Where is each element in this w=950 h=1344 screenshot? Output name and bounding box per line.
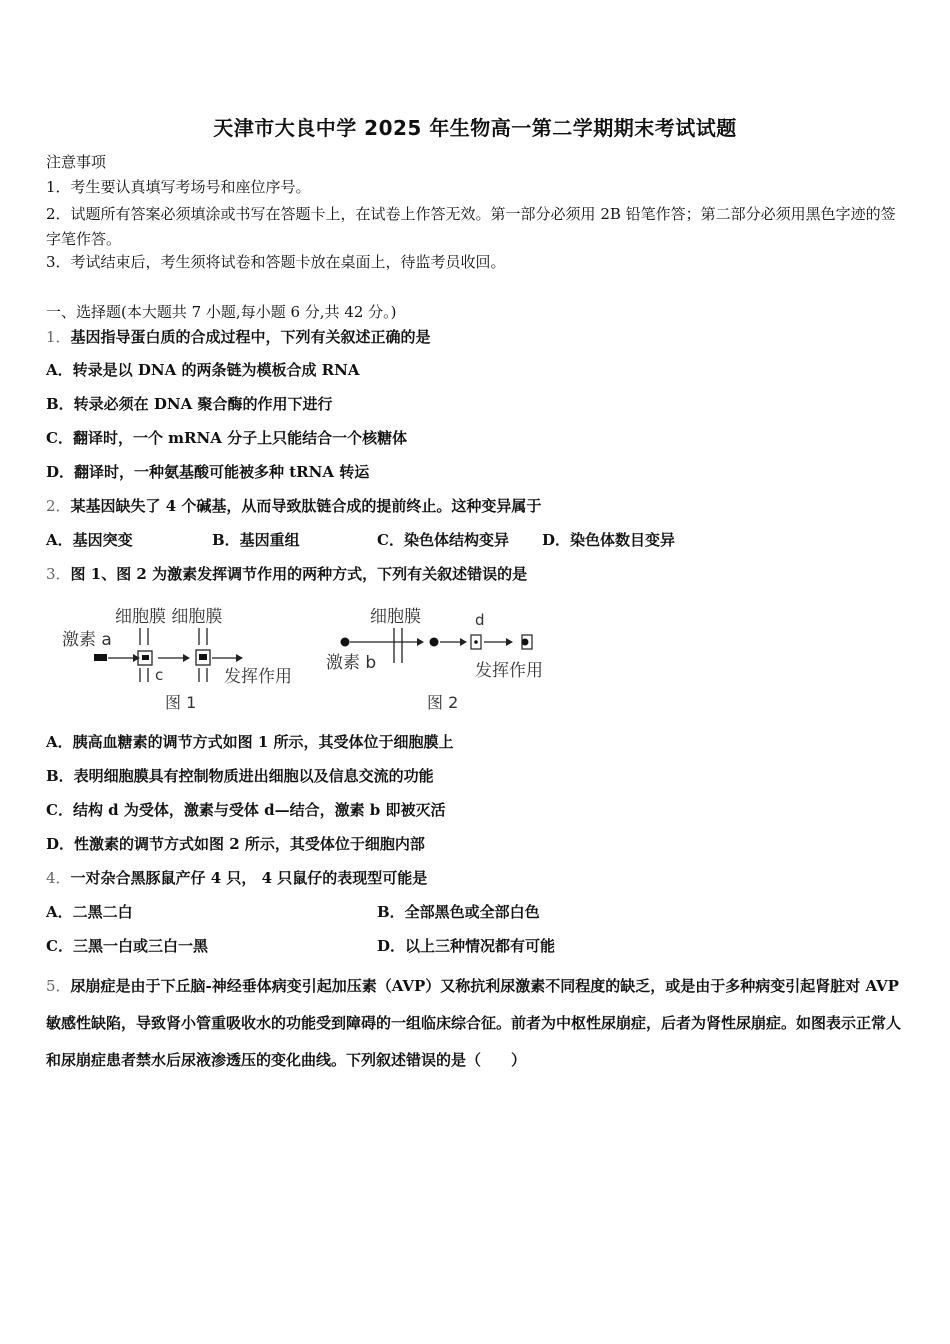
fig2-effect-label: 发挥作用	[475, 661, 543, 681]
arrow-head-icon	[460, 638, 467, 646]
hormone-b-icon	[341, 638, 350, 647]
q2-option-c: C．染色体结构变异	[377, 531, 509, 549]
notice-heading: 注意事项	[46, 153, 107, 171]
q1-option-c: C．翻译时，一个 mRNA 分子上只能结合一个核糖体	[46, 429, 408, 447]
q4-option-d: D．以上三种情况都有可能	[377, 937, 556, 955]
question-4	[46, 868, 427, 888]
question-number: 4．	[46, 869, 71, 887]
notice-item-2: 2．试题所有答案必须填涂或书写在答题卡上，在试卷上作答无效。第一部分必须用 2B 铅笔作答；第二部分必须用黑色字迹的签字笔作答。	[46, 205, 896, 248]
question-number: 3．	[46, 565, 71, 583]
question-5	[46, 968, 906, 1079]
question-stem: 某基因缺失了 4 个碱基，从而导致肽链合成的提前终止。这种变异属于	[70, 497, 542, 515]
q2-option-d: D．染色体数目变异	[542, 531, 676, 549]
q2-option-a: A．基因突变	[46, 531, 133, 549]
fig1-membrane-label: 细胞膜 细胞膜	[115, 607, 223, 627]
notice-item-3: 3．考试结束后，考生须将试卷和答题卡放在桌面上，待监考员收回。	[46, 253, 506, 271]
notice-item-1: 1．考生要认真填写考场号和座位序号。	[46, 178, 311, 196]
question-stem: 尿崩症是由于下丘脑-神经垂体病变引起加压素（AVP）又称抗利尿激素不同程度的缺乏，或是由于多种病变引起肾脏对 AVP 敏感性缺陷，导致肾小管重吸收水的功能受到障碍的一组临床综合征。前者为中枢性尿崩症，后者为肾性尿崩症。如图表示正常人和尿崩症患者禁水后尿液渗透压的变化曲线。下列叙述错误的是（ ）	[46, 977, 902, 1069]
bound-hormone-icon	[199, 654, 207, 660]
question-2	[46, 496, 541, 516]
q3-option-b: B．表明细胞膜具有控制物质进出细胞以及信息交流的功能	[46, 767, 434, 785]
q3-option-d: D．性激素的调节方式如图 2 所示，其受体位于细胞内部	[46, 835, 425, 853]
question-stem: 基因指导蛋白质的合成过程中，下列有关叙述正确的是	[70, 328, 431, 346]
q4-option-b: B．全部黑色或全部白色	[377, 903, 540, 921]
fig1-caption: 图 1	[165, 693, 197, 712]
fig2-membrane-label: 细胞膜	[370, 607, 421, 627]
page-title: 天津市大良中学 2025 年生物高一第二学期期末考试试题	[213, 116, 737, 140]
fig2-d-label: d	[475, 611, 485, 629]
arrow-head-icon	[133, 654, 140, 662]
question-3	[46, 564, 527, 584]
q1-option-d: D．翻译时，一种氨基酸可能被多种 tRNA 转运	[46, 463, 370, 481]
section-heading: 一、选择题(本大题共 7 小题,每小题 6 分,共 42 分。)	[46, 303, 397, 321]
bound-hormone-icon	[522, 639, 529, 646]
question-number: 5．	[46, 977, 71, 995]
bound-hormone-icon	[474, 640, 478, 644]
hormone-figure	[60, 598, 560, 718]
q4-option-a: A．二黑二白	[46, 903, 133, 921]
fig1-hormone-label: 激素 a	[62, 630, 112, 650]
q1-option-a: A．转录是以 DNA 的两条链为模板合成 RNA	[46, 361, 360, 379]
fig2-caption: 图 2	[427, 693, 459, 712]
q3-option-a: A．胰高血糖素的调节方式如图 1 所示，其受体位于细胞膜上	[46, 733, 454, 751]
q1-option-b: B．转录必须在 DNA 聚合酶的作用下进行	[46, 395, 333, 413]
bound-hormone-icon	[142, 655, 149, 660]
hormone-b-icon	[430, 638, 439, 647]
fig2-hormone-label: 激素 b	[326, 653, 377, 673]
q4-option-c: C．三黑一白或三白一黑	[46, 937, 208, 955]
arrow-head-icon	[236, 654, 243, 662]
arrow-head-icon	[183, 654, 190, 662]
arrow-head-icon	[417, 638, 424, 646]
hormone-a-icon	[94, 654, 107, 661]
question-stem: 一对杂合黑豚鼠产仔 4 只， 4 只鼠仔的表现型可能是	[70, 869, 428, 887]
question-1	[46, 327, 431, 347]
fig1-c-label: c	[155, 666, 164, 684]
question-number: 2．	[46, 497, 71, 515]
fig1-effect-label: 发挥作用	[224, 667, 292, 687]
q2-option-b: B．基因重组	[212, 531, 300, 549]
question-number: 1．	[46, 328, 71, 346]
question-stem: 图 1、图 2 为激素发挥调节作用的两种方式，下列有关叙述错误的是	[70, 565, 528, 583]
arrow-head-icon	[506, 638, 513, 646]
q3-option-c: C．结构 d 为受体，激素与受体 d—结合，激素 b 即被灭活	[46, 801, 446, 819]
